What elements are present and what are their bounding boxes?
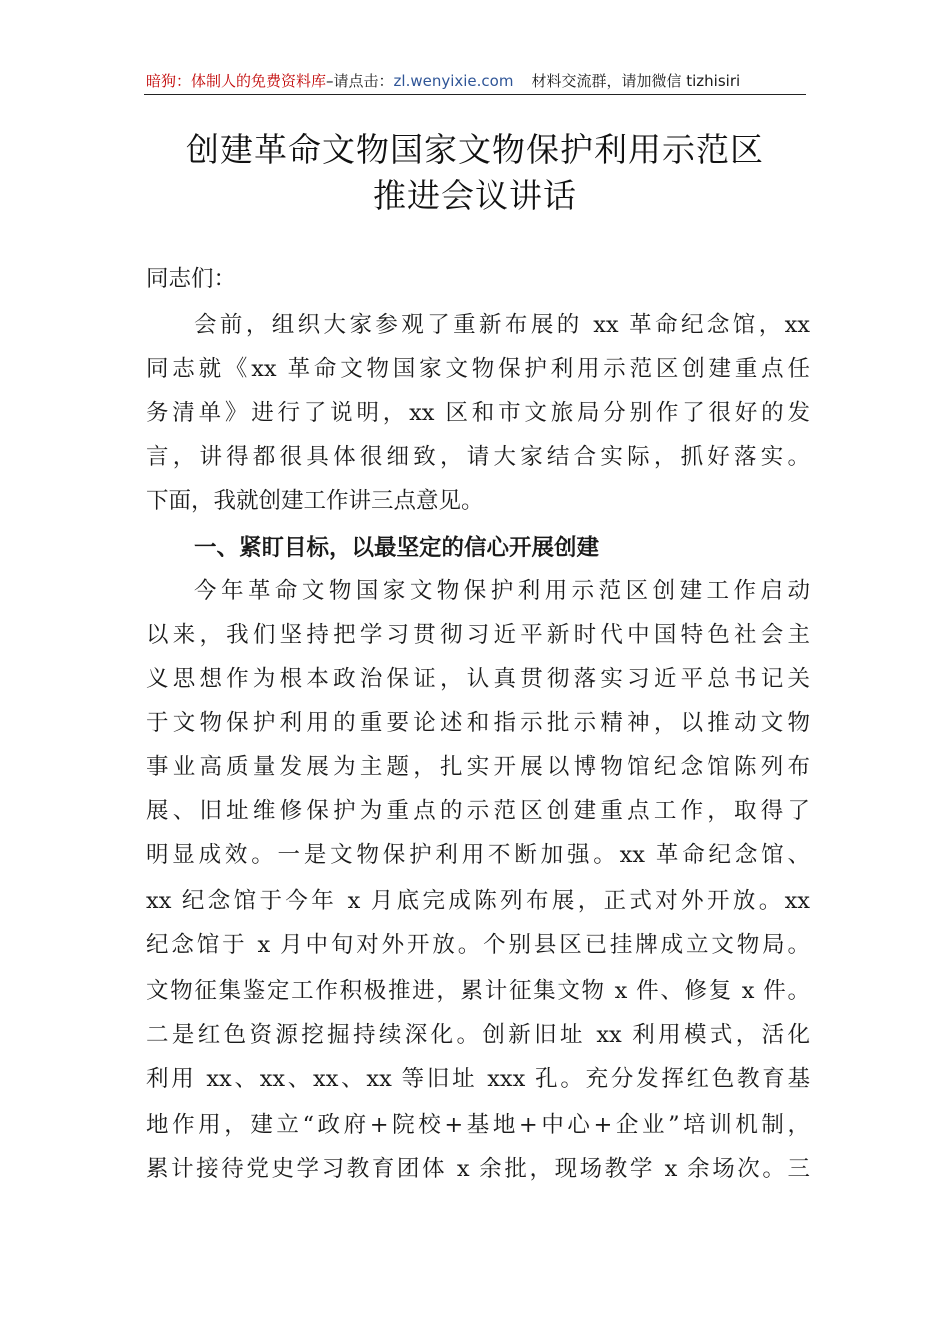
header-wechat-note: 材料交流群，请加微信 tizhisiri bbox=[531, 72, 741, 90]
paragraph-line: 利用 xx、xx、xx、xx 等旧址 xxx 孔。充分发挥红色教育基 bbox=[146, 1066, 810, 1092]
section-heading-1: 一、紧盯目标，以最坚定的信心开展创建 bbox=[194, 535, 600, 561]
document-title-line-2: 推进会议讲话 bbox=[373, 176, 577, 215]
salutation: 同志们： bbox=[146, 266, 237, 292]
header-site-name: 暗狗：体制人的免费资料库 bbox=[146, 72, 327, 90]
paragraph-line: 今年革命文物国家文物保护利用示范区创建工作启动 bbox=[194, 578, 810, 604]
paragraph-line: 会前，组织大家参观了重新布展的 xx 革命纪念馆，xx bbox=[194, 312, 810, 338]
paragraph-line: 明显成效。一是文物保护利用不断加强。xx 革命纪念馆、 bbox=[146, 842, 810, 868]
paragraph-line: 展、旧址维修保护为重点的示范区创建重点工作，取得了 bbox=[146, 798, 810, 824]
page-header bbox=[146, 68, 806, 94]
paragraph-line: 言，讲得都很具体很细致，请大家结合实际，抓好落实。 bbox=[146, 444, 810, 470]
header-divider bbox=[144, 94, 806, 95]
document-title-line-1: 创建革命文物国家文物保护利用示范区 bbox=[186, 130, 764, 169]
paragraph-line: 二是红色资源挖掘持续深化。创新旧址 xx 利用模式，活化 bbox=[146, 1022, 810, 1048]
paragraph-line: 务清单》进行了说明，xx 区和市文旅局分别作了很好的发 bbox=[146, 400, 810, 426]
paragraph-line: 于文物保护利用的重要论述和指示批示精神，以推动文物 bbox=[146, 710, 810, 736]
paragraph-line: 文物征集鉴定工作积极推进，累计征集文物 x 件、修复 x 件。 bbox=[146, 978, 810, 1004]
paragraph-line: 事业高质量发展为主题，扎实开展以博物馆纪念馆陈列布 bbox=[146, 754, 810, 780]
paragraph-line: 地作用，建立“政府+院校+基地+中心+企业”培训机制， bbox=[146, 1112, 810, 1138]
paragraph-line: 纪念馆于 x 月中旬对外开放。个别县区已挂牌成立文物局。 bbox=[146, 932, 810, 958]
header-click-prompt: –请点击： bbox=[326, 72, 394, 90]
paragraph-line: xx 纪念馆于今年 x 月底完成陈列布展，正式对外开放。xx bbox=[146, 888, 810, 914]
paragraph-line: 义思想作为根本政治保证，认真贯彻落实习近平总书记关 bbox=[146, 666, 810, 692]
paragraph-line: 下面，我就创建工作讲三点意见。 bbox=[146, 488, 484, 514]
header-url-link[interactable]: zl.wenyixie.com bbox=[393, 72, 514, 90]
paragraph-line: 以来，我们坚持把学习贯彻习近平新时代中国特色社会主 bbox=[146, 622, 810, 648]
paragraph-line: 同志就《xx 革命文物国家文物保护利用示范区创建重点任 bbox=[146, 356, 810, 382]
paragraph-line: 累计接待党史学习教育团体 x 余批，现场教学 x 余场次。三 bbox=[146, 1156, 810, 1182]
